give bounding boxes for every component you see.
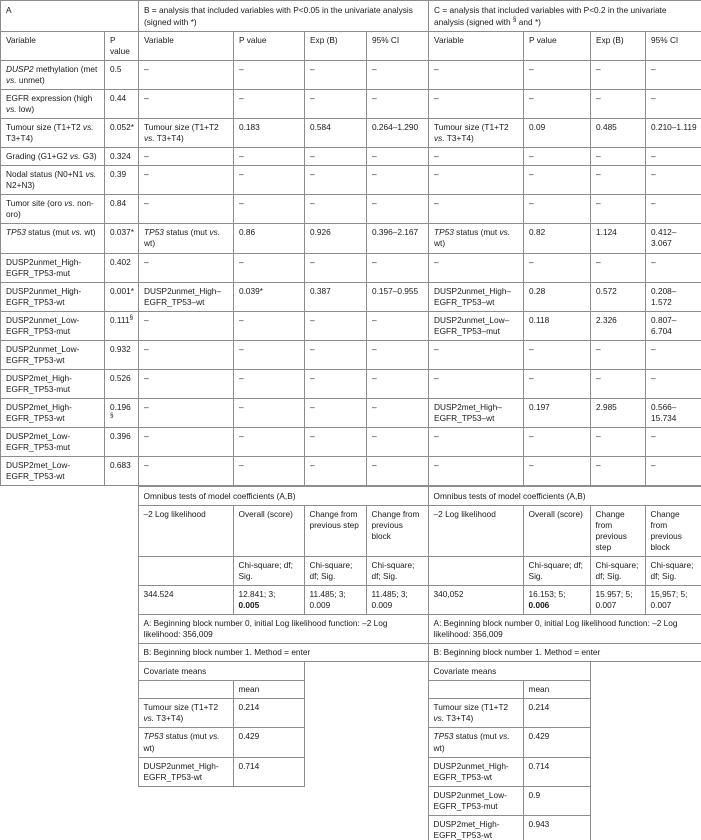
spacer-right [590,699,701,728]
spacer-left [0,728,138,757]
panel-label-c: C = analysis that included variables with P<0.2 in the univariate analysis (signed with § and *) [429,1,701,32]
omnibus-c-loglik-header: –2 Log likelihood [428,506,523,557]
cell-c-variable: Tumour size (T1+T2 vs. T3+T4) [429,119,524,148]
cell-b-variable: – [139,427,234,456]
cell-b-pvalue: – [234,340,305,369]
covariate-b-label: TP53 status (mut vs. wt) [138,728,233,757]
covariate-row [0,757,701,786]
omnibus-b-step-header: Change from previous step [304,506,366,557]
covariate-c-mean: 0.429 [523,728,590,757]
cell-a-pvalue: 0.037* [105,224,139,253]
cell-b-ci: – [367,195,429,224]
covariate-b-label [138,786,233,815]
cell-b-ci: – [367,61,429,90]
omnibus-b-step-subheader: Chi-square; df; Sig. [304,557,366,586]
cell-c-ci: – [646,166,701,195]
cell-c-pvalue: – [524,340,591,369]
spacer-mid [304,699,428,728]
header-b-ci: 95% CI [367,32,429,61]
cell-b-ci: – [367,148,429,166]
cell-c-expb: 2.985 [591,398,646,427]
cell-c-variable: – [429,340,524,369]
cell-b-pvalue: – [234,311,305,340]
cell-c-pvalue: – [524,61,591,90]
header-a-variable: Variable [1,32,105,61]
cell-a-pvalue: 0.001* [105,282,139,311]
cell-c-ci: – [646,90,701,119]
omnibus-title-c: Omnibus tests of model coefficients (A,B) [428,487,701,506]
covariate-title-b: Covariate means [138,662,304,681]
cell-c-expb: – [591,90,646,119]
cell-b-expb: – [305,398,367,427]
cell-a-pvalue: 0.396 [105,427,139,456]
cell-a-variable: DUSP2met_High-EGFR_TP53-wt [1,398,105,427]
spacer-mid [304,662,428,681]
cell-a-pvalue: 0.683 [105,456,139,485]
omnibus-b-overall-value [233,586,304,615]
cell-b-pvalue: 0.039* [234,282,305,311]
cell-a-pvalue: 0.196§ [105,398,139,427]
cell-b-variable: – [139,61,234,90]
table-row [1,427,701,456]
cell-c-ci: 0.208–1.572 [646,282,701,311]
omnibus-subheader-row [0,557,701,586]
cell-c-expb: 0.485 [591,119,646,148]
cell-b-expb: – [305,427,367,456]
cell-b-ci: – [367,369,429,398]
omnibus-c-step-subheader: Chi-square; df; Sig. [590,557,645,586]
omnibus-c-block-header: Change from previous block [645,506,701,557]
covariate-b-mean [233,815,304,840]
cell-c-expb: – [591,148,646,166]
cell-a-variable: DUSP2met_Low-EGFR_TP53-wt [1,456,105,485]
covariate-row [0,815,701,840]
spacer-right [590,662,701,681]
cell-b-variable: – [139,253,234,282]
table-row [1,369,701,398]
cell-b-ci: – [367,340,429,369]
spacer-left [0,557,138,586]
omnibus-c-note-b: B: Beginning block number 1. Method = enter [428,644,701,662]
omnibus-c-overall-subheader: Chi-square; df; Sig. [523,557,590,586]
spacer-left [0,757,138,786]
cell-c-expb: – [591,195,646,224]
cell-c-ci: – [646,369,701,398]
cell-c-ci: 0.807–6.704 [646,311,701,340]
cell-c-expb: – [591,253,646,282]
cell-b-expb: – [305,61,367,90]
cell-c-pvalue: – [524,456,591,485]
covariate-b-label [138,815,233,840]
spacer-mid [304,681,428,699]
covariate-row [0,786,701,815]
cell-b-variable: – [139,456,234,485]
cell-c-expb: – [591,61,646,90]
cell-b-ci: – [367,253,429,282]
omnibus-c-overall-value [523,586,590,615]
omnibus-c-block-stat: 15,957; 5; [650,589,688,600]
table-row [1,340,701,369]
cell-b-variable: – [139,195,234,224]
spacer-left [0,815,138,840]
cell-a-variable: DUSP2met_Low-EGFR_TP53-mut [1,427,105,456]
cell-b-expb: – [305,195,367,224]
cell-b-pvalue: – [234,427,305,456]
omnibus-b-block-stat: 11.485; 3; [371,589,408,600]
cell-b-expb: – [305,90,367,119]
omnibus-title-b: Omnibus tests of model coefficients (A,B) [138,487,428,506]
cell-b-ci: – [367,166,429,195]
omnibus-c-step-value [590,586,645,615]
cell-b-expb: 0.926 [305,224,367,253]
cell-b-pvalue: 0.183 [234,119,305,148]
covariate-title-row [0,662,701,681]
cell-b-variable: – [139,340,234,369]
table-row [1,224,701,253]
spacer-right [590,815,701,840]
omnibus-b-step-stat: 11.485; 3; [309,589,346,600]
panel-title-row [1,1,701,32]
covariate-b-mean: 0.714 [233,757,304,786]
table-row [1,398,701,427]
cell-c-variable: – [429,427,524,456]
cell-c-pvalue: – [524,427,591,456]
spacer-mid [304,728,428,757]
omnibus-b-note-b: B: Beginning block number 1. Method = enter [138,644,428,662]
cell-a-variable: DUSP2met_High-EGFR_TP53-mut [1,369,105,398]
spacer-left [0,699,138,728]
cell-a-variable: DUSP2 methylation (met vs. unmet) [1,61,105,90]
cell-c-variable: – [429,61,524,90]
column-header-row [1,32,701,61]
cell-b-ci: – [367,427,429,456]
omnibus-values-row [0,586,701,615]
omnibus-c-block-sig: 0.007 [650,600,672,611]
cell-c-ci: – [646,427,701,456]
cell-c-expb: 0.572 [591,282,646,311]
cell-b-variable: – [139,166,234,195]
omnibus-b-overall-header: Overall (score) [233,506,304,557]
cell-b-expb: – [305,148,367,166]
cell-c-expb: – [591,456,646,485]
cell-b-ci: – [367,398,429,427]
omnibus-c-overall-sig: 0.006 [528,600,550,611]
cell-a-variable: DUSP2unmet_High-EGFR_TP53-wt [1,282,105,311]
omnibus-c-block-subheader: Chi-square; df; Sig. [645,557,701,586]
cell-b-pvalue: – [234,253,305,282]
cell-a-pvalue: 0.111§ [105,311,139,340]
cell-a-variable: DUSP2unmet_Low-EGFR_TP53-mut [1,311,105,340]
header-b-variable: Variable [139,32,234,61]
omnibus-c-step-header: Change from previous step [590,506,645,557]
cell-c-ci: – [646,61,701,90]
omnibus-c-note-a: A: Beginning block number 0, initial Log likelihood function: –2 Log likelihood: 356,009 [428,615,701,644]
cell-b-expb: – [305,166,367,195]
cell-c-ci: – [646,456,701,485]
spacer-left [0,681,138,699]
cell-c-variable: TP53 status (mut vs. wt) [429,224,524,253]
spacer-left [0,615,138,644]
cell-c-variable: – [429,166,524,195]
cell-b-variable: – [139,311,234,340]
omnibus-b-step-value [304,586,366,615]
covariate-b-label: Tumour size (T1+T2 vs. T3+T4) [138,699,233,728]
cell-b-pvalue: – [234,195,305,224]
omnibus-b-overall-sig: 0.005 [238,600,260,611]
header-b-expb: Exp (B) [305,32,367,61]
header-c-variable: Variable [429,32,524,61]
cell-b-ci: 0.264–1.290 [367,119,429,148]
table-row [1,195,701,224]
cell-c-pvalue: – [524,148,591,166]
covariate-header-row [0,681,701,699]
table-row [1,166,701,195]
cell-a-variable: Tumour size (T1+T2 vs. T3+T4) [1,119,105,148]
omnibus-note-b-row [0,644,701,662]
cell-c-expb: – [591,427,646,456]
omnibus-c-overall-stat: 16.153; 5; [528,589,566,600]
spacer-mid [304,815,428,840]
spacer-right [590,757,701,786]
cell-a-pvalue: 0.052* [105,119,139,148]
covariate-c-label: DUSP2unmet_Low-EGFR_TP53-mut [428,786,523,815]
omnibus-c-loglik-subheader [428,557,523,586]
cell-c-ci: – [646,195,701,224]
cell-b-ci: – [367,456,429,485]
cell-b-pvalue: – [234,166,305,195]
cell-c-variable: – [429,369,524,398]
covariate-c-mean: 0.714 [523,757,590,786]
omnibus-b-block-value [366,586,428,615]
covariate-c-label-header [428,681,523,699]
table-row [1,119,701,148]
cell-c-ci: 0.412–3.067 [646,224,701,253]
cell-b-expb: 0.387 [305,282,367,311]
omnibus-c-loglik-value: 340,052 [428,586,523,615]
cell-b-pvalue: – [234,369,305,398]
cell-a-pvalue: 0.526 [105,369,139,398]
table-row [1,148,701,166]
panel-label-b: B = analysis that included variables with P<0.05 in the univariate analysis (signed with *) [139,1,429,32]
cell-b-pvalue: – [234,148,305,166]
cell-b-ci: 0.396–2.167 [367,224,429,253]
table-row [1,282,701,311]
omnibus-c-step-sig: 0.007 [595,600,617,611]
cell-c-ci: – [646,340,701,369]
table-row [1,456,701,485]
covariate-b-mean: 0.214 [233,699,304,728]
covariate-c-label: DUSP2unmet_High-EGFR_TP53-wt [428,757,523,786]
covariate-c-mean-header: mean [523,681,590,699]
spacer-left [0,662,138,681]
cell-b-pvalue: – [234,398,305,427]
cell-c-pvalue: 0.197 [524,398,591,427]
covariate-c-label: Tumour size (T1+T2 vs. T3+T4) [428,699,523,728]
cell-b-expb: – [305,369,367,398]
cell-b-ci: 0.157–0.955 [367,282,429,311]
cell-c-pvalue: – [524,195,591,224]
covariate-b-mean: 0.429 [233,728,304,757]
cell-b-ci: – [367,90,429,119]
covariate-c-mean: 0.943 [523,815,590,840]
cell-a-variable: Tumor site (oro vs. non-oro) [1,195,105,224]
header-c-pvalue: P value [524,32,591,61]
cell-c-pvalue: – [524,166,591,195]
cell-c-variable: DUSP2unmet_Low–EGFR_TP53–mut [429,311,524,340]
cell-a-variable: Grading (G1+G2 vs. G3) [1,148,105,166]
cell-c-variable: – [429,456,524,485]
spacer-left [0,644,138,662]
covariate-row [0,728,701,757]
cell-c-ci: – [646,253,701,282]
covariate-c-mean: 0.9 [523,786,590,815]
table-row [1,253,701,282]
cell-b-variable: – [139,398,234,427]
panel-label-a: A [1,1,139,32]
cell-a-pvalue: 0.402 [105,253,139,282]
cell-b-expb: 0.584 [305,119,367,148]
cell-c-expb: – [591,340,646,369]
cell-b-pvalue: – [234,61,305,90]
cell-b-ci: – [367,311,429,340]
cell-b-expb: – [305,456,367,485]
cell-c-variable: DUSP2unmet_High–EGFR_TP53–wt [429,282,524,311]
cell-b-expb: – [305,253,367,282]
covariate-b-label-header [138,681,233,699]
omnibus-b-block-sig: 0.009 [371,600,393,611]
omnibus-title-row [0,487,701,506]
cell-a-variable: DUSP2unmet_High-EGFR_TP53-mut [1,253,105,282]
cell-c-pvalue: – [524,253,591,282]
omnibus-b-overall-subheader: Chi-square; df; Sig. [233,557,304,586]
cell-b-variable: – [139,148,234,166]
cell-c-expb: 2.326 [591,311,646,340]
cell-c-ci: 0.566–15.734 [646,398,701,427]
cell-c-pvalue: – [524,369,591,398]
omnibus-c-overall-header: Overall (score) [523,506,590,557]
spacer-left [0,786,138,815]
omnibus-c-step-stat: 15.957; 5; [595,589,633,600]
cell-a-variable: EGFR expression (high vs. low) [1,90,105,119]
omnibus-b-note-a: A: Beginning block number 0, initial Log likelihood function: –2 Log likelihood: 356,009 [138,615,428,644]
cell-c-expb: – [591,166,646,195]
cell-a-pvalue: 0.324 [105,148,139,166]
covariate-c-mean: 0.214 [523,699,590,728]
omnibus-c-block-value [645,586,701,615]
cell-b-variable: – [139,90,234,119]
header-b-pvalue: P value [234,32,305,61]
cell-c-expb: 1.124 [591,224,646,253]
cell-b-variable: DUSP2unmet_High–EGFR_TP53–wt [139,282,234,311]
cell-a-pvalue: 0.5 [105,61,139,90]
cell-c-variable: – [429,253,524,282]
table-row [1,90,701,119]
header-c-ci: 95% CI [646,32,701,61]
omnibus-b-block-header: Change from previous block [366,506,428,557]
omnibus-note-a-row [0,615,701,644]
omnibus-b-overall-stat: 12.841; 3; [238,589,276,600]
covariate-row [0,699,701,728]
cell-c-variable: – [429,195,524,224]
table-row [1,61,701,90]
omnibus-b-block-subheader: Chi-square; df; Sig. [366,557,428,586]
omnibus-b-loglik-value: 344.524 [138,586,233,615]
omnibus-header-row [0,506,701,557]
cell-b-pvalue: – [234,456,305,485]
cell-b-variable: Tumour size (T1+T2 vs. T3+T4) [139,119,234,148]
cell-b-expb: – [305,340,367,369]
table-row [1,311,701,340]
covariate-c-label: DUSP2met_High-EGFR_TP53-wt [428,815,523,840]
cell-c-expb: – [591,369,646,398]
omnibus-and-covariate-table [0,486,701,840]
cell-c-pvalue: – [524,90,591,119]
covariate-b-label: DUSP2unmet_High-EGFR_TP53-wt [138,757,233,786]
covariate-b-mean-header: mean [233,681,304,699]
covariate-title-c: Covariate means [428,662,590,681]
cell-b-variable: TP53 status (mut vs. wt) [139,224,234,253]
spacer-left [0,586,138,615]
cell-a-pvalue: 0.84 [105,195,139,224]
header-c-expb: Exp (B) [591,32,646,61]
spacer-right [590,728,701,757]
cell-c-pvalue: 0.118 [524,311,591,340]
cell-b-variable: – [139,369,234,398]
cell-c-variable: DUSP2met_High–EGFR_TP53–wt [429,398,524,427]
cell-a-pvalue: 0.39 [105,166,139,195]
spacer-left [0,487,138,506]
cell-a-variable: TP53 status (mut vs. wt) [1,224,105,253]
cell-b-expb: – [305,311,367,340]
omnibus-b-loglik-subheader [138,557,233,586]
cell-c-variable: – [429,90,524,119]
cell-a-variable: Nodal status (N0+N1 vs. N2+N3) [1,166,105,195]
omnibus-b-loglik-header: –2 Log likelihood [138,506,233,557]
spacer-mid [304,786,428,815]
cell-c-variable: – [429,148,524,166]
cell-a-pvalue: 0.44 [105,90,139,119]
covariate-c-label: TP53 status (mut vs. wt) [428,728,523,757]
cell-b-pvalue: 0.86 [234,224,305,253]
omnibus-b-step-sig: 0.009 [309,600,331,611]
cell-c-ci: – [646,148,701,166]
spacer-right [590,786,701,815]
cell-c-pvalue: 0.82 [524,224,591,253]
spacer-mid [304,757,428,786]
cell-c-pvalue: 0.09 [524,119,591,148]
spacer-left [0,506,138,557]
cell-a-variable: DUSP2unmet_Low-EGFR_TP53-wt [1,340,105,369]
cell-a-pvalue: 0.932 [105,340,139,369]
cell-b-pvalue: – [234,90,305,119]
cell-c-ci: 0.210–1.119 [646,119,701,148]
covariate-b-mean [233,786,304,815]
cell-c-pvalue: 0.28 [524,282,591,311]
spacer-right [590,681,701,699]
header-a-pvalue: P value [105,32,139,61]
